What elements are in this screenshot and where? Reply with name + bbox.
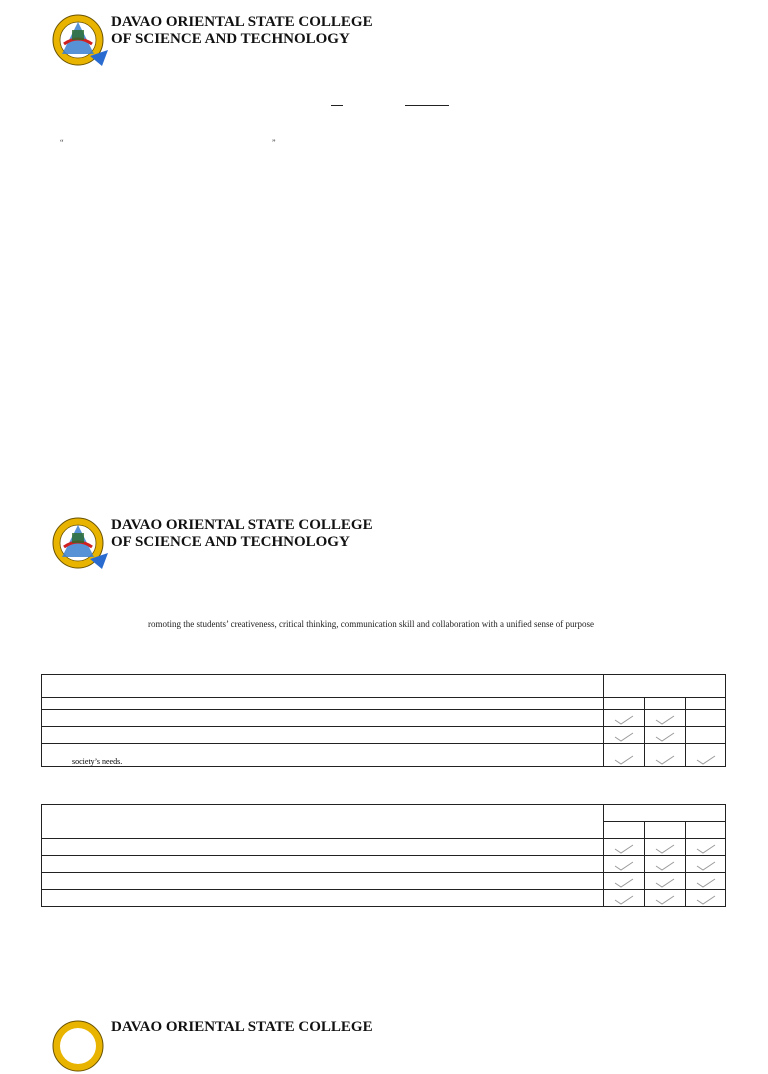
evaluation-table-2	[41, 804, 726, 907]
table-header-cell	[42, 805, 604, 839]
checkmark-icon	[654, 731, 676, 743]
check-cell	[686, 890, 726, 907]
table-row	[42, 744, 726, 767]
college-name	[111, 517, 373, 551]
row-text	[42, 727, 604, 744]
table-row	[42, 710, 726, 727]
row-text	[42, 698, 604, 710]
check-cell	[686, 698, 726, 710]
row-text	[42, 890, 604, 907]
checkmark-icon	[695, 843, 717, 855]
college-name-line2: OF SCIENCE AND TECHNOLOGY	[111, 31, 350, 47]
purpose-statement: romoting the students’ creativeness, critical thinking, communication skill and collaboration with a unified sense of purpose	[148, 619, 594, 629]
checkmark-icon	[654, 714, 676, 726]
check-cell	[604, 856, 645, 873]
checkmark-icon	[613, 843, 635, 855]
blank-field-long	[405, 105, 449, 106]
evaluation-table-1	[41, 674, 726, 767]
check-cell	[686, 727, 726, 744]
table-row	[42, 727, 726, 744]
checkmark-icon	[613, 860, 635, 872]
table-row	[42, 890, 726, 907]
college-logo	[50, 12, 110, 73]
checkmark-icon	[695, 877, 717, 889]
college-logo	[50, 515, 110, 576]
checkmark-icon	[695, 860, 717, 872]
checkmark-icon	[654, 877, 676, 889]
check-cell	[604, 839, 645, 856]
checkmark-icon	[654, 754, 676, 766]
check-cell	[645, 744, 686, 767]
college-name-line1: DAVAO ORIENTAL STATE COLLEGE	[111, 14, 373, 30]
checkmark-icon	[613, 894, 635, 906]
table-subheader-cell	[645, 822, 686, 839]
check-cell	[645, 698, 686, 710]
check-cell	[604, 873, 645, 890]
college-name-line1: DAVAO ORIENTAL STATE COLLEGE	[111, 1019, 373, 1035]
check-cell	[645, 710, 686, 727]
row-text	[42, 710, 604, 727]
check-cell	[604, 727, 645, 744]
row-text	[42, 839, 604, 856]
table-row	[42, 856, 726, 873]
table-row	[42, 839, 726, 856]
college-name-line2: OF SCIENCE AND TECHNOLOGY	[111, 534, 350, 550]
check-cell	[686, 744, 726, 767]
row-text	[42, 856, 604, 873]
check-cell	[686, 839, 726, 856]
checkmark-icon	[695, 754, 717, 766]
checkmark-icon	[613, 754, 635, 766]
page3-header-partial	[50, 1012, 380, 1035]
close-quote: ”	[272, 138, 276, 147]
checkmark-icon	[613, 877, 635, 889]
check-cell	[686, 856, 726, 873]
check-cell	[645, 873, 686, 890]
check-cell	[645, 856, 686, 873]
college-logo	[50, 1018, 110, 1074]
college-name-line1: DAVAO ORIENTAL STATE COLLEGE	[111, 517, 373, 533]
checkmark-icon	[654, 843, 676, 855]
check-cell	[686, 873, 726, 890]
checkmark-icon	[654, 860, 676, 872]
table-row	[42, 873, 726, 890]
check-cell	[645, 839, 686, 856]
check-cell	[604, 710, 645, 727]
table-header-cell	[42, 675, 604, 698]
row-text: society’s needs.	[42, 744, 604, 767]
check-cell	[604, 744, 645, 767]
table-header-group	[604, 675, 726, 698]
check-cell	[645, 890, 686, 907]
checkmark-icon	[613, 731, 635, 743]
row-text	[42, 873, 604, 890]
check-cell	[645, 727, 686, 744]
blank-field-short	[331, 105, 343, 106]
checkmark-icon	[695, 894, 717, 906]
check-cell	[686, 710, 726, 727]
checkmark-icon	[613, 714, 635, 726]
check-cell	[604, 890, 645, 907]
table-subheader-cell	[686, 822, 726, 839]
check-cell	[604, 698, 645, 710]
table-header-group	[604, 805, 726, 822]
checkmark-icon	[654, 894, 676, 906]
table-row	[42, 698, 726, 710]
college-name	[111, 14, 373, 48]
table-subheader-cell	[604, 822, 645, 839]
open-quote: “	[60, 138, 64, 147]
